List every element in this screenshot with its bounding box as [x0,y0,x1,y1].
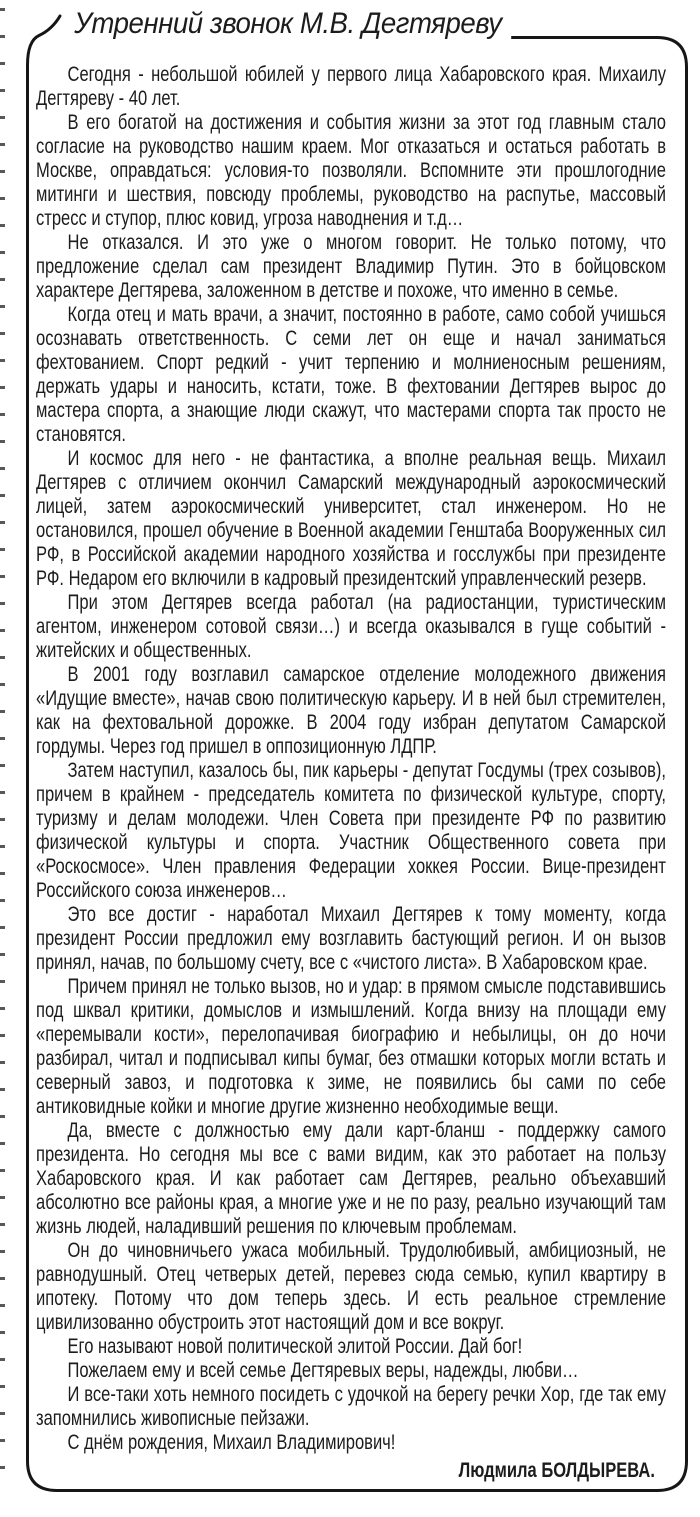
article-paragraph: И космос для него - не фантастика, а вполне реальная вещь. Михаил Дегтярев с отличием окончил Самарский международный аэрокосмический лицей, затем аэрокосмический университет, стал инженером. Но не остановился, прошел обучение в Военной академии Генштаба Вооруженных сил РФ, в Российской академии народного хозяйства и госслужбы при президенте РФ. Недаром его включили в кадровый президентский управленческий резерв. [36,447,666,590]
article-paragraph: Не отказался. И это уже о многом говорит. Не только потому, что предложение сделал сам президент Владимир Путин. Это в бойцовском характере Дегтярева, заложенном в детстве и похоже, что именно в семье. [36,231,666,302]
article-paragraph: Пожелаем ему и всей семье Дегтяревых веры, надежды, любви… [67,1359,579,1382]
article-paragraph: С днём рождения, Михаил Владимирович! [67,1431,396,1454]
article-paragraph: Его называют новой политической элитой России. Дай бог! [67,1335,523,1358]
article-frame [27,7,687,1490]
article-body [36,63,666,1483]
article-paragraph: Сегодня - небольшой юбилей у первого лица Хабаровского края. Михаилу Дегтяреву - 40 лет. [36,63,666,110]
article-paragraph: Да, вместе с должностью ему дали карт-бланш - поддержку самого президента. Но сегодня мы все с вами видим, как это работает на пользу Хабаровского края. И как работает сам Дегтярев, реально объехавший абсолютно все районы края, а многие уже и не по разу, реально изучающий там жизнь людей, наладивший решения по ключевым проблемам. [36,1119,666,1238]
article-paragraph: В его богатой на достижения и события жизни за этот год главным стало согласие на руководство нашим краем. Мог отказаться и остаться работать в Москве, оправдаться: условия-то позволяли. Вспомните эти прошлогодние митинги и шествия, повсюду проблемы, руководство на распутье, массовый стресс и ступор, плюс ковид, угроза наводнения и т.д… [36,111,666,230]
article-paragraph: Когда отец и мать врачи, а значит, постоянно в работе, само собой учишься осознавать ответственность. С семи лет он еще и начал заниматься фехтованием. Спорт редкий - учит терпению и молниеносным решениям, держать удары и наносить, кстати, тоже. В фехтовании Дегтярев вырос до мастера спорта, а знающие люди скажут, что мастерами спорта так просто не становятся. [36,303,666,446]
article-author: Людмила БОЛДЫРЕВА. [458,1459,655,1482]
article-paragraph: Это все достиг - наработал Михаил Дегтярев к тому моменту, когда президент России предложил ему возглавить бастующий регион. И он вызов принял, начав, по большому счету, все с «чистого листа». В Хабаровском крае. [36,903,666,974]
article-title: Утренний звонок М.В. Дегтяреву [65,6,511,42]
article-paragraph: При этом Дегтярев всегда работал (на радиостанции, туристическим агентом, инженером сотовой связи…) и всегда оказывался в гуще событий - житейских и общественных. [36,591,666,662]
article-paragraph: В 2001 году возглавил самарское отделение молодежного движения «Идущие вместе», начав свою политическую карьеру. И в ней был стремителен, как на фехтовальной дорожке. В 2004 году избран депутатом Самарской гордумы. Через год пришел в оппозиционную ЛДПР. [36,663,666,758]
article-paragraph: И все-таки хоть немного посидеть с удочкой на берегу речки Хор, где так ему запомнились живописные пейзажи. [36,1383,666,1430]
article-paragraph: Затем наступил, казалось бы, пик карьеры - депутат Госдумы (трех созывов), причем в крайнем - председатель комитета по физической культуре, спорту, туризму и делам молодежи. Член Совета при президенте РФ по развитию физической культуры и спорта. Участник Общественного совета при «Роскосмосе». Член правления Федерации хоккея России. Вице-президент Российского союза инженеров… [36,759,666,902]
adjacent-column-fragments [0,8,5,1488]
article-paragraph: Он до чиновничьего ужаса мобильный. Трудолюбивый, амбициозный, не равнодушный. Отец четверых детей, перевез сюда семью, купил квартиру в ипотеку. Потому что дом теперь здесь. И есть реальное стремление цивилизованно обустроить этот настоящий дом и все вокруг. [36,1239,666,1334]
article-paragraphs [36,63,666,1455]
article-paragraph: Причем принял не только вызов, но и удар: в прямом смысле подставившись под шквал критики, домыслов и измышлений. Когда внизу на площади ему «перемывали кости», перелопачивая биографию и небылицы, он до ночи разбирал, читал и подписывал кипы бумаг, без отмашки которых могли встать и северный завоз, и подготовка к зиме, не появились бы сами по себе антиковидные койки и многие другие жизненно необходимые вещи. [36,975,666,1118]
